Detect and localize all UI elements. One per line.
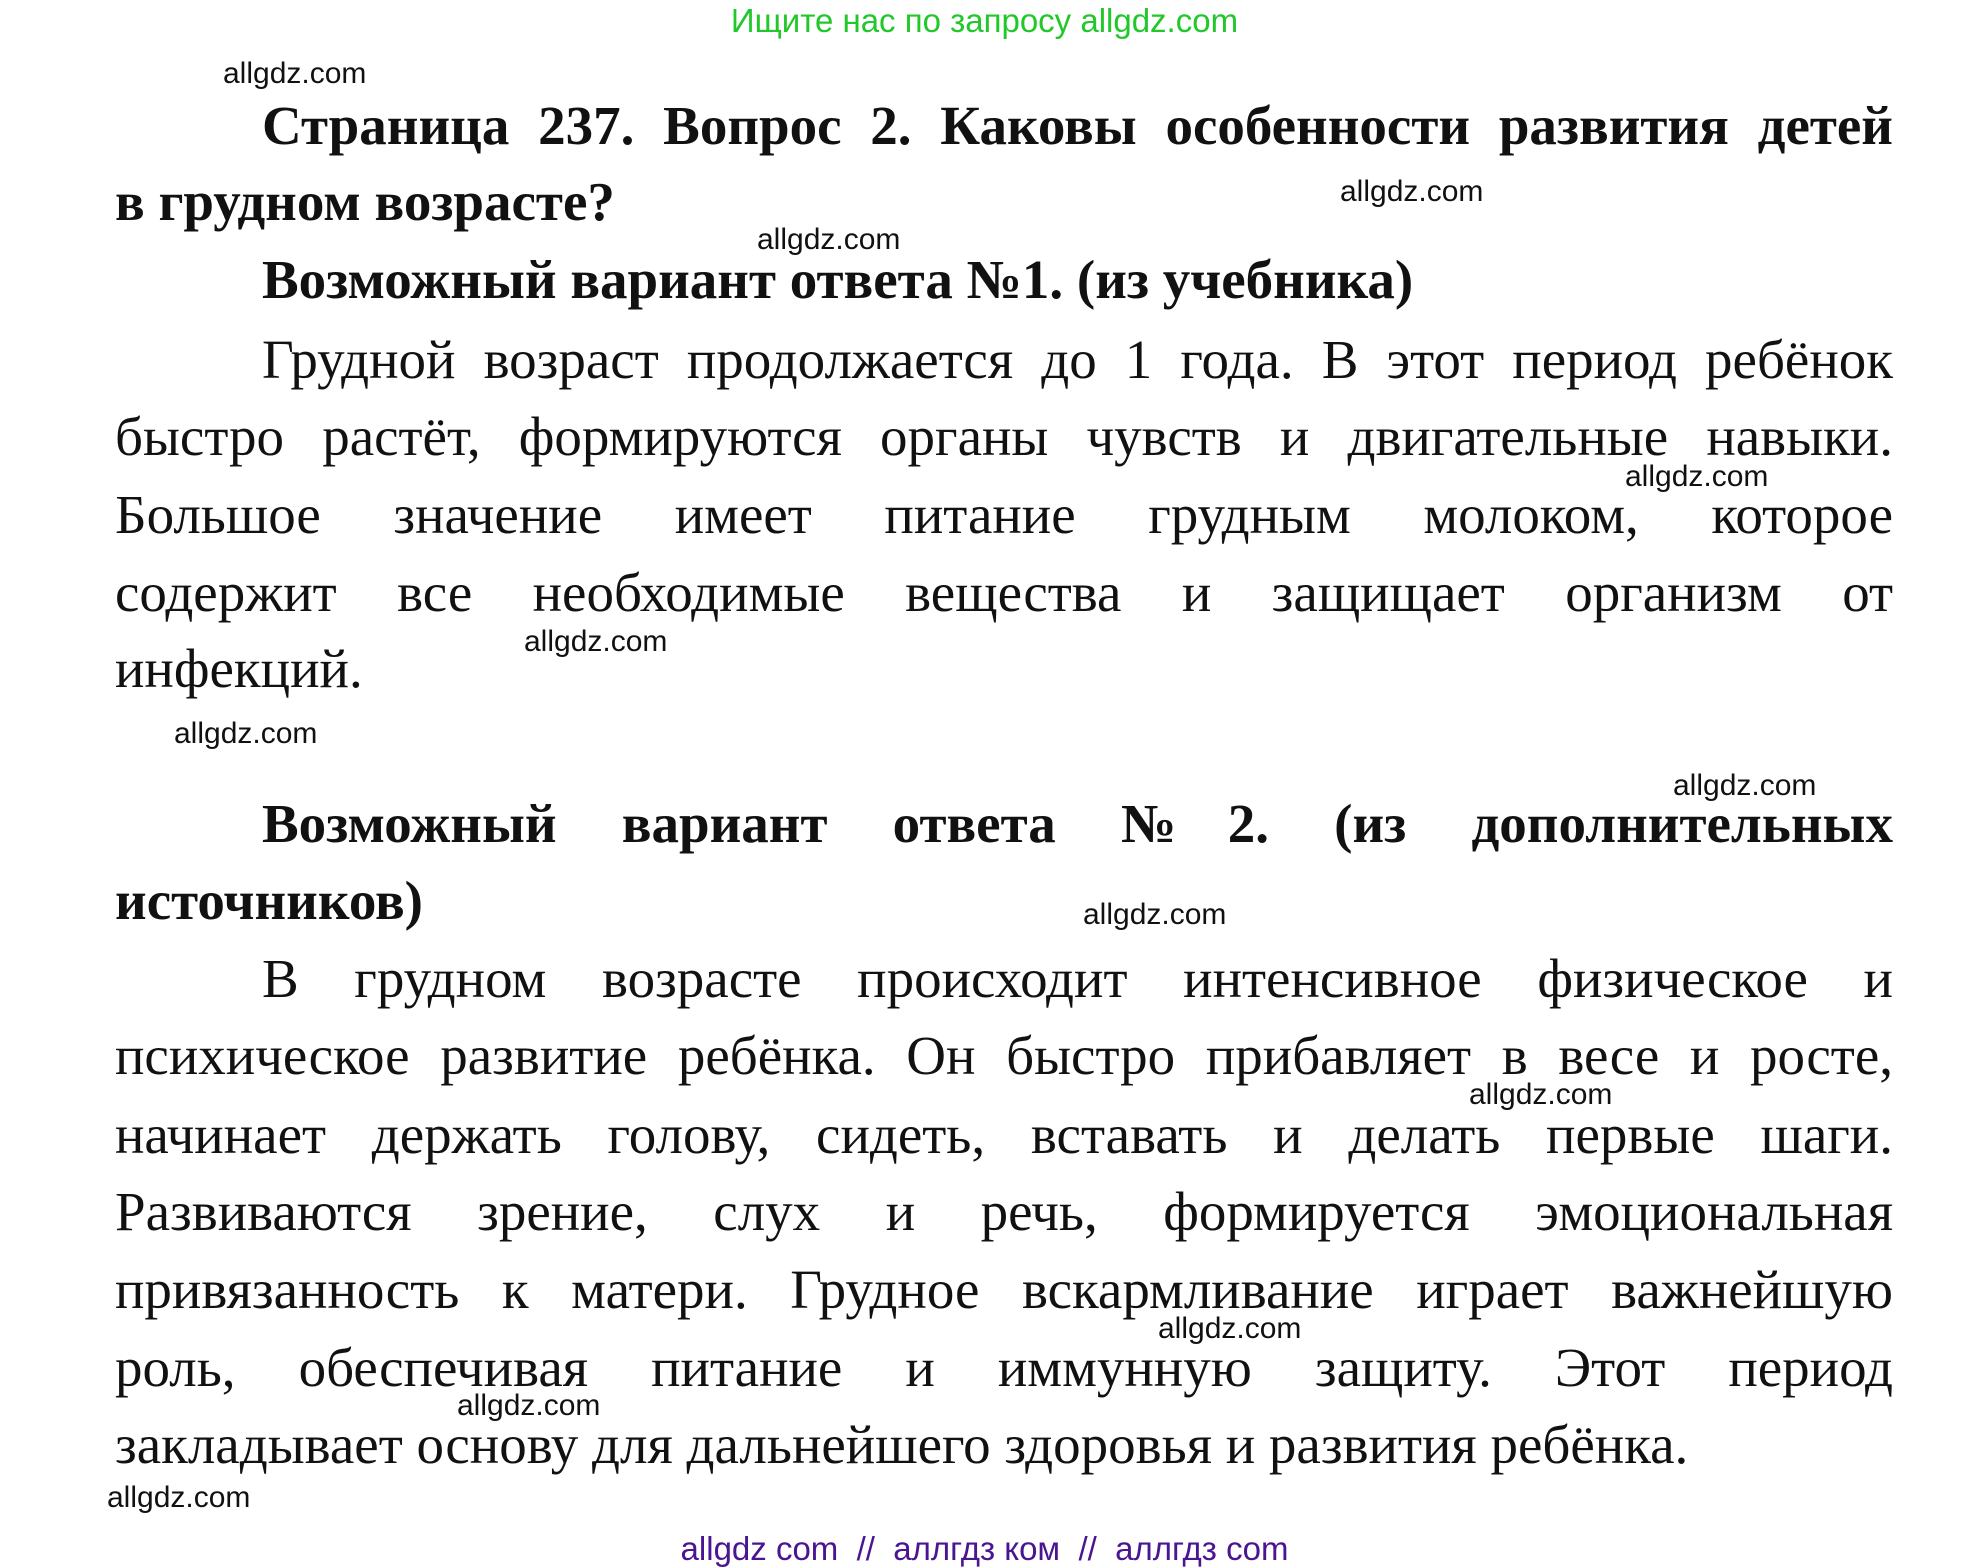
- answer-2-heading: источников): [115, 870, 423, 931]
- answer-2-line: роль, обеспечивая питание и иммунную защиту. Этот период: [115, 1337, 1893, 1398]
- watermark: allgdz.com: [107, 1481, 251, 1514]
- question-title-line: в грудном возрасте?: [115, 171, 615, 232]
- watermark: allgdz.com: [223, 57, 367, 90]
- answer-1-heading: Возможный вариант ответа №1. (из учебника): [262, 249, 1414, 310]
- answer-2-line: психическое развитие ребёнка. Он быстро прибавляет в весе и росте,: [115, 1025, 1893, 1086]
- search-banner: Ищите нас по запросу allgdz.com: [730, 2, 1239, 39]
- answer-2-line: В грудном возрасте происходит интенсивное физическое и: [262, 948, 1893, 1009]
- question-title-line: Страница 237. Вопрос 2. Каковы особенности развития детей: [262, 95, 1893, 156]
- watermark: allgdz.com: [457, 1389, 601, 1422]
- watermark: allgdz.com: [1083, 898, 1227, 931]
- answer-1-line: Большое значение имеет питание грудным молоком, которое: [115, 484, 1893, 545]
- answer-2-line: привязанность к матери. Грудное вскармливание играет важнейшую: [115, 1259, 1893, 1320]
- answer-1-line: содержит все необходимые вещества и защищает организм от: [115, 562, 1893, 623]
- watermark: allgdz.com: [524, 625, 668, 658]
- watermark: allgdz.com: [1673, 769, 1817, 802]
- answer-2-heading: Возможный вариант ответа №2. (из дополнительных: [262, 793, 1893, 854]
- footer-links: allgdz com // аллгдз ком // аллгдз com: [680, 1530, 1289, 1567]
- answer-2-line: закладывает основу для дальнейшего здоровья и развития ребёнка.: [115, 1414, 1689, 1475]
- answer-1-line: быстро растёт, формируются органы чувств и двигательные навыки.: [115, 406, 1893, 467]
- watermark: allgdz.com: [1158, 1312, 1302, 1345]
- answer-2-line: Развиваются зрение, слух и речь, формируется эмоциональная: [115, 1181, 1893, 1242]
- watermark: allgdz.com: [174, 717, 318, 750]
- answer-1-line: инфекций.: [115, 638, 363, 699]
- answer-2-line: начинает держать голову, сидеть, вставать и делать первые шаги.: [115, 1104, 1893, 1165]
- watermark: allgdz.com: [1469, 1078, 1613, 1111]
- watermark: allgdz.com: [1625, 460, 1769, 493]
- watermark: allgdz.com: [1340, 175, 1484, 208]
- answer-1-line: Грудной возраст продолжается до 1 года. В этот период ребёнок: [262, 329, 1893, 390]
- watermark: allgdz.com: [757, 223, 901, 256]
